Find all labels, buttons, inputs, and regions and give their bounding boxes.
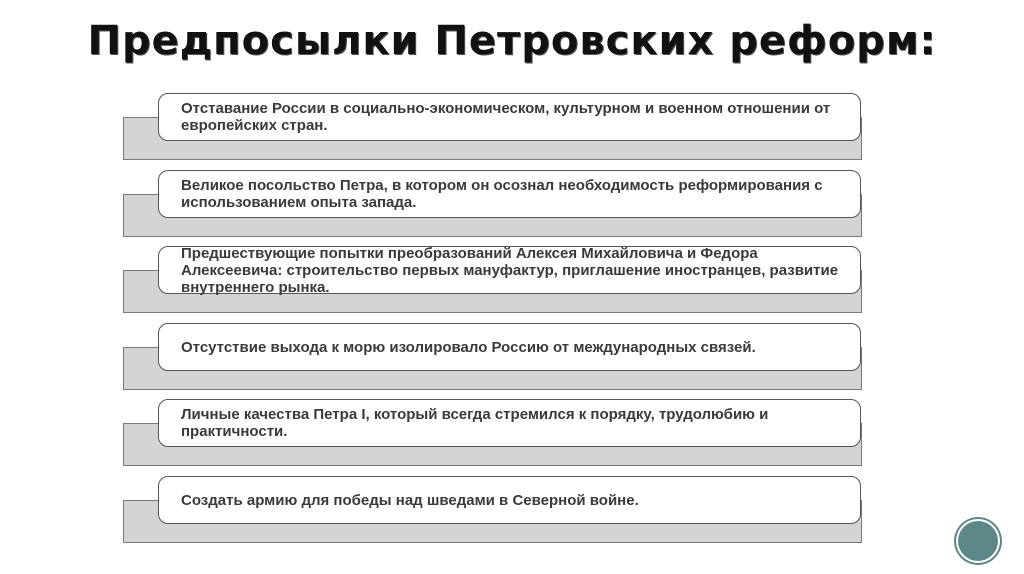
item-text: Великое посольство Петра, в котором он осознал необходимость реформирования с использованием опыта запада. [158, 170, 861, 218]
item-text: Предшествующие попытки преобразований Алексея Михайловича и Федора Алексеевича: строительство первых мануфактур, приглашение иностранцев, развитие внутреннего рынка. [158, 246, 861, 294]
item-text: Личные качества Петра I, который всегда стремился к порядку, трудолюбию и практичности. [158, 399, 861, 447]
decorative-circle-icon [958, 521, 998, 561]
item-text: Отсутствие выхода к морю изолировало Россию от международных связей. [158, 323, 861, 371]
list-item [0, 399, 1024, 475]
list-item [0, 93, 1024, 169]
list-item [0, 323, 1024, 399]
list-item [0, 170, 1024, 246]
item-text: Создать армию для победы над шведами в Северной войне. [158, 476, 861, 524]
list-item [0, 476, 1024, 552]
slide-title: Предпосылки Петровских реформ: [87, 18, 937, 64]
list-item [0, 246, 1024, 322]
item-text: Отставание России в социально-экономическом, культурном и военном отношении от европейских стран. [158, 93, 861, 141]
